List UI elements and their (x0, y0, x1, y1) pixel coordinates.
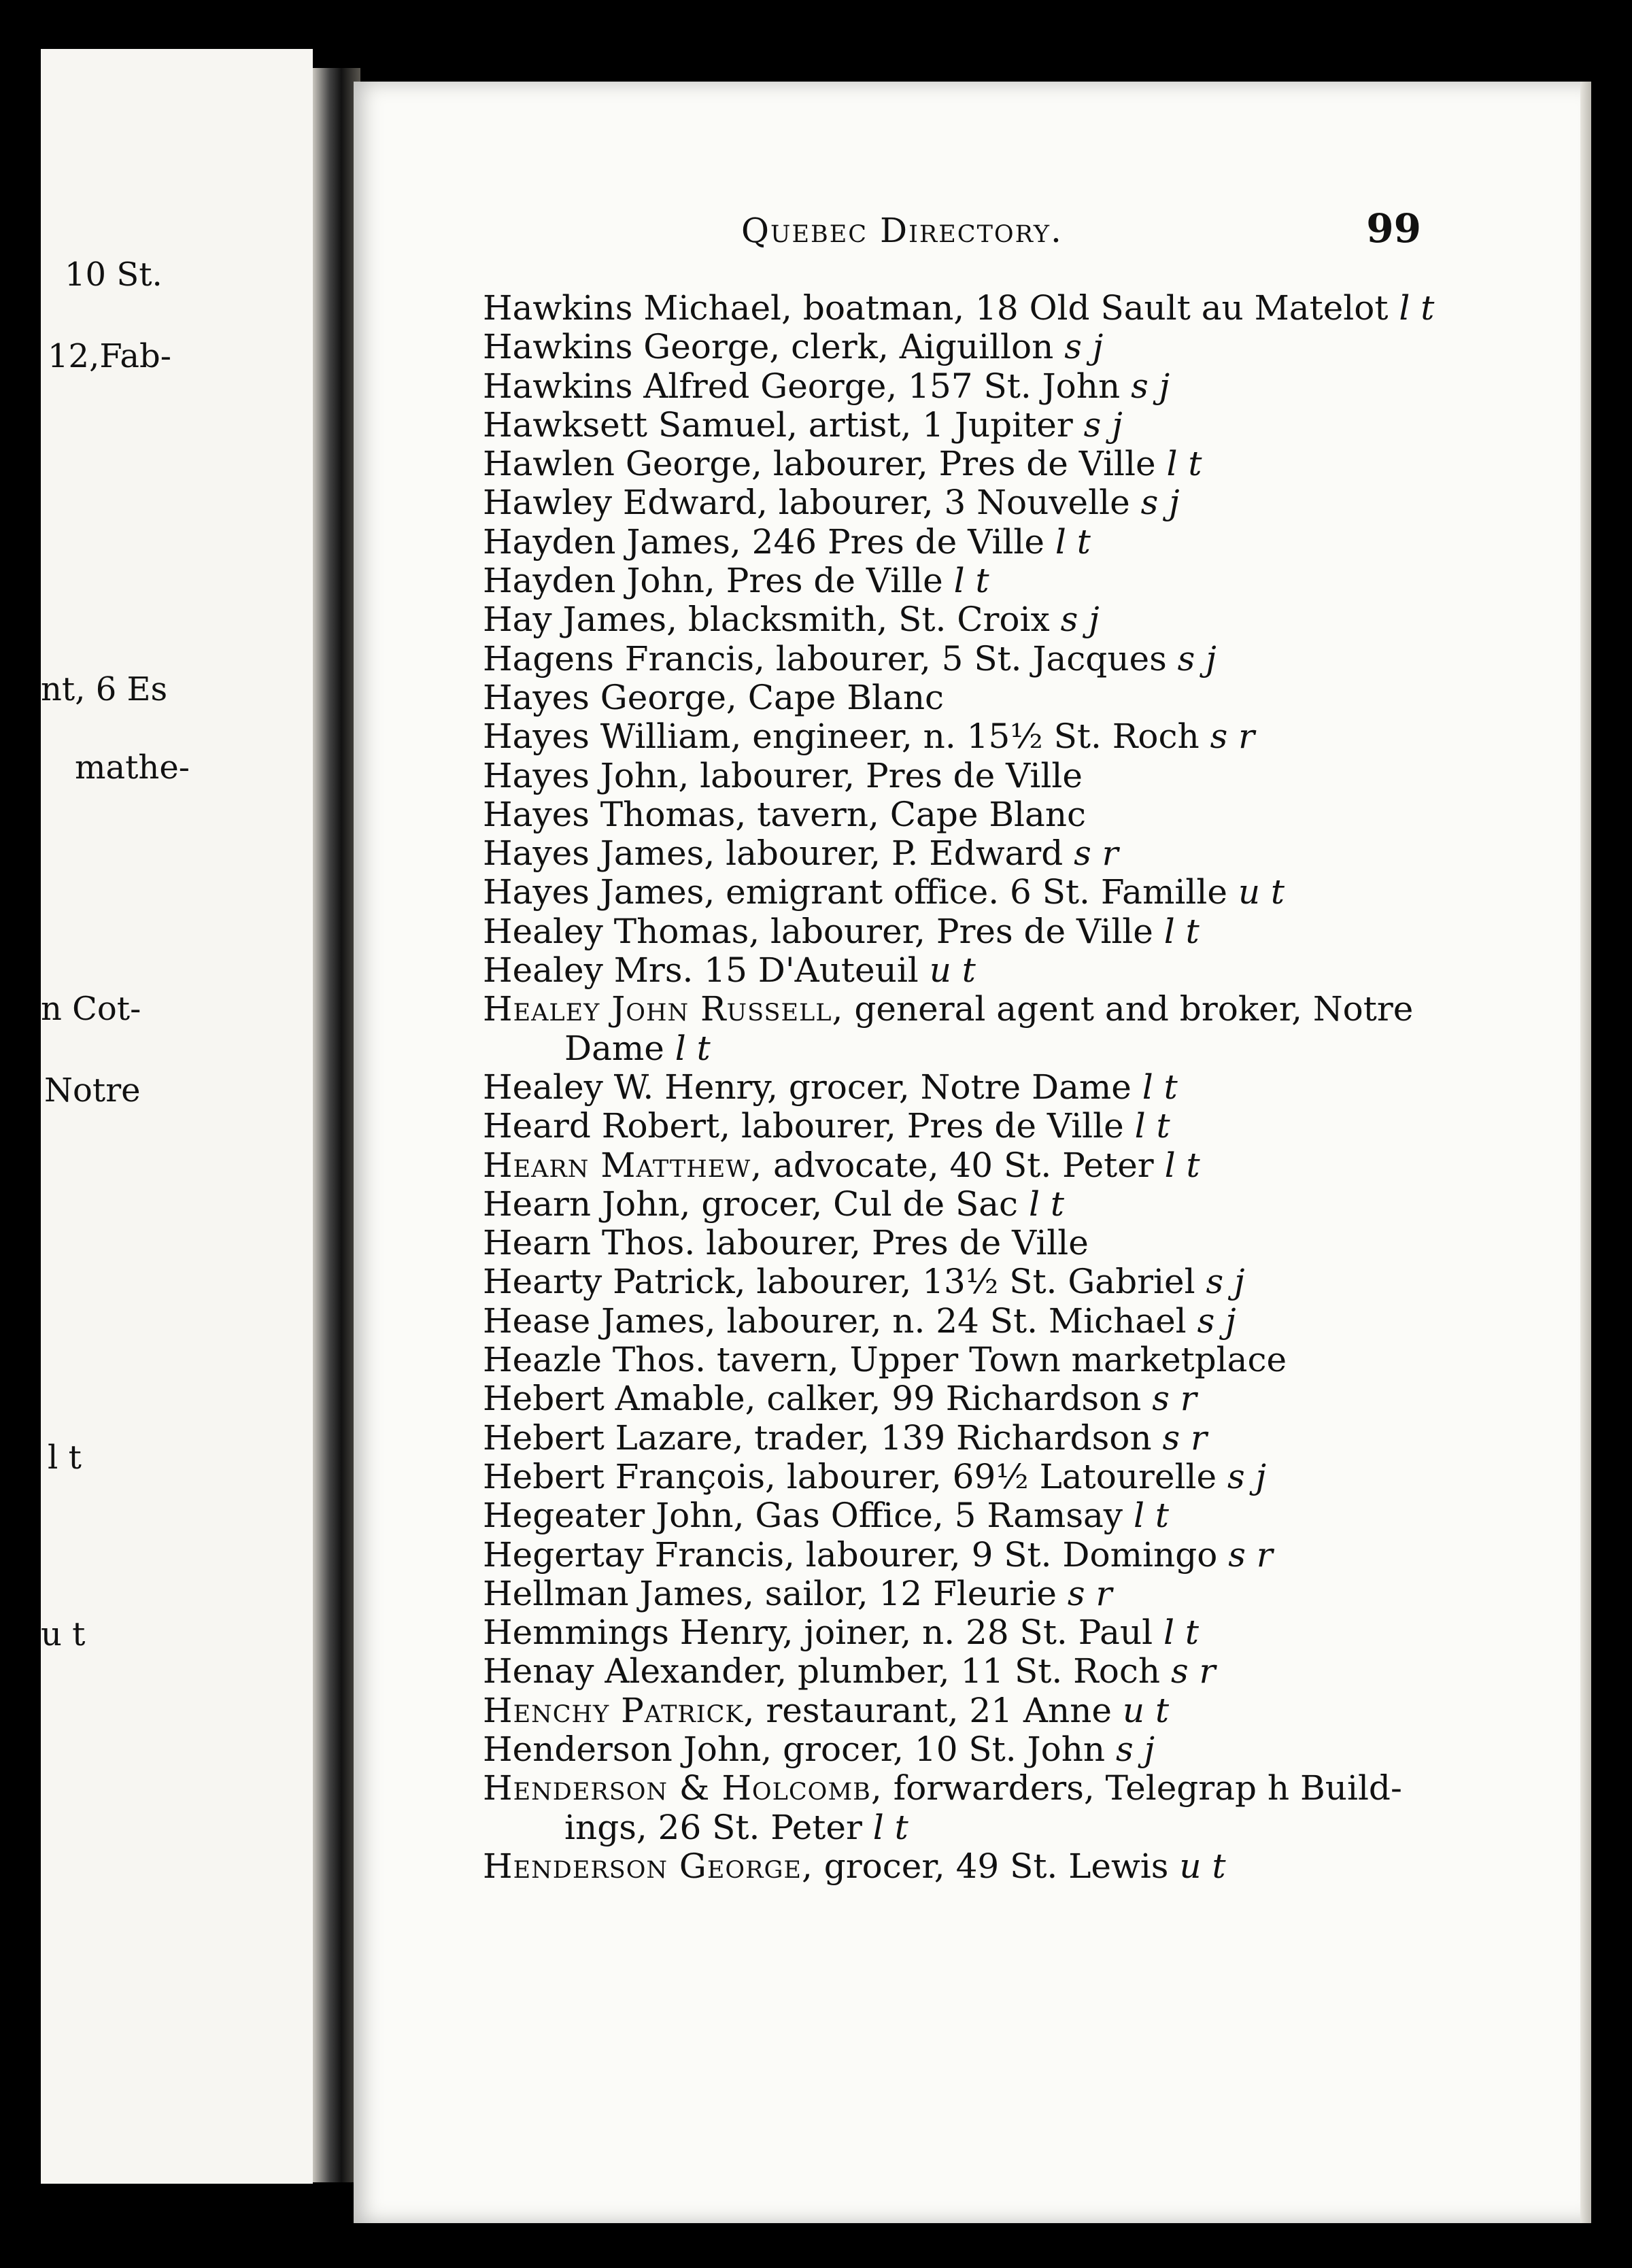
entry-ward-code: s r (1067, 1573, 1112, 1613)
entry-ward-code: s j (1131, 366, 1170, 406)
entry-ward-code: u t (1122, 1690, 1170, 1730)
directory-entry (483, 445, 1448, 483)
entry-details: blacksmith, St. Croix (677, 600, 1061, 640)
running-head (388, 129, 1442, 252)
left-margin-fragment: 12,Fab- (48, 337, 171, 375)
entry-details: labourer, Pres de Ville (760, 911, 1164, 951)
entry-details: grocer, Notre Dame (777, 1067, 1142, 1107)
directory-entry (483, 678, 1448, 717)
directory-entry (483, 1068, 1448, 1107)
entry-details: clerk, Aiguillon (780, 327, 1065, 367)
directory-entry (483, 717, 1448, 756)
entry-name: Hawkins George, (483, 327, 781, 367)
entry-ward-code: s r (1074, 834, 1119, 874)
entry-ward-code: s j (1116, 1729, 1155, 1769)
entry-details: labourer, 69½ Latourelle (775, 1456, 1227, 1496)
directory-entry (483, 1107, 1448, 1146)
entry-name: Hellman James, (483, 1573, 754, 1613)
entry-name: Hearn Thos. (483, 1223, 696, 1263)
entry-details: emigrant office. 6 St. Famille (715, 872, 1238, 912)
entry-name: Hebert François, (483, 1456, 776, 1496)
entry-name: Hayes James, (483, 834, 715, 874)
entry-ward-code: s j (1177, 638, 1217, 678)
entry-continuation (483, 1029, 1448, 1068)
entry-name: Hemmings Henry, (483, 1613, 794, 1653)
directory-entry (483, 1458, 1448, 1496)
entry-name: Hayes John, (483, 755, 690, 795)
entry-name: Heard Robert, (483, 1106, 731, 1146)
entry-ward-code: l t (1163, 1613, 1199, 1653)
entry-details: labourer, 13½ St. Gabriel (745, 1262, 1206, 1302)
entry-details: labourer, n. 24 St. Michael (715, 1301, 1197, 1341)
entry-details: Pres de Ville (715, 561, 954, 601)
directory-entry (483, 1185, 1448, 1224)
entry-ward-code: l t (1163, 911, 1200, 951)
entry-ward-code: l t (1142, 1067, 1178, 1107)
entry-details: 246 Pres de Ville (741, 521, 1055, 562)
directory-entry (483, 1146, 1448, 1185)
entry-ward-code: l t (953, 561, 989, 601)
entry-name: Hawksett Samuel, (483, 405, 798, 445)
directory-entry (483, 600, 1448, 639)
entry-ward-code: l t (1164, 1145, 1200, 1185)
entry-name: Hawley Edward, (483, 483, 768, 523)
directory-entry (483, 1769, 1448, 1808)
directory-entry (483, 951, 1448, 990)
left-margin-fragment: l t (48, 1439, 82, 1477)
running-title: Quebec Directory. (741, 211, 1063, 250)
entry-details: 15 D'Auteuil (693, 950, 930, 991)
entry-ward-code: l t (1166, 444, 1202, 484)
entry-details: tavern, Upper Town marketplace (706, 1340, 1287, 1380)
entry-details: boatman, 18 Old Sault au Matelot (792, 288, 1399, 328)
entry-ward-code: s r (1152, 1379, 1197, 1419)
page-edge (1580, 82, 1591, 2223)
directory-entry (483, 523, 1448, 562)
entry-name: Hebert Lazare, (483, 1418, 744, 1458)
directory-entry (483, 1302, 1448, 1341)
directory-entry (483, 406, 1448, 445)
entry-details: joiner, n. 28 St. Paul (793, 1613, 1163, 1653)
directory-entry (483, 367, 1448, 406)
entry-continuation-text: Dame (564, 1028, 675, 1068)
entry-name: Hayes William, (483, 717, 742, 757)
entry-ward-code: u t (1238, 872, 1285, 912)
directory-entry (483, 834, 1448, 873)
entry-name: Hawlen George, (483, 444, 762, 484)
entry-name: Hegeater John, (483, 1496, 745, 1536)
entry-details: engineer, n. 15½ St. Roch (741, 717, 1210, 757)
entry-name: Healey Mrs. (483, 950, 694, 991)
entry-ward-code: s r (1162, 1418, 1207, 1458)
entry-ward-code: l t (1055, 521, 1091, 562)
directory-entry (483, 757, 1448, 795)
entry-details: labourer, 9 St. Domingo (794, 1534, 1229, 1575)
left-margin-fragment: n Cot- (41, 990, 141, 1028)
entry-details: general agent and broker, Notre (843, 989, 1414, 1029)
entry-name: Henderson John, (483, 1729, 772, 1769)
directory-entry (483, 1536, 1448, 1575)
entry-continuation (483, 1808, 1448, 1847)
entry-name: Hagens Francis, (483, 638, 765, 678)
entry-name: Healey W. Henry, (483, 1067, 778, 1107)
entry-ward-code: u t (929, 950, 976, 991)
entry-details: grocer, 10 St. John (772, 1729, 1116, 1769)
left-margin-fragment: mathe- (75, 749, 190, 787)
directory-entry (483, 289, 1448, 328)
entry-details: labourer, 5 St. Jacques (764, 638, 1178, 678)
entry-ward-code: s j (1197, 1301, 1236, 1341)
entry-name: Healey John Russell, (483, 989, 844, 1029)
entry-details: advocate, 40 St. Peter (762, 1145, 1165, 1185)
entry-details: forwarders, Telegrap h Build- (882, 1768, 1402, 1808)
entry-details: labourer, Pres de Ville (730, 1106, 1135, 1146)
directory-entry (483, 1341, 1448, 1379)
entry-name: Heazle Thos. (483, 1340, 707, 1380)
entry-name: Henay Alexander, (483, 1651, 787, 1691)
entry-details: 157 St. John (897, 366, 1132, 406)
entry-details: grocer, 49 St. Lewis (813, 1846, 1180, 1886)
left-margin-fragment: nt, 6 Es (41, 670, 168, 708)
entry-ward-code: s j (1206, 1262, 1245, 1302)
entry-details: grocer, Cul de Sac (690, 1184, 1029, 1224)
left-margin-fragment: 10 St. (65, 256, 163, 294)
entry-ward-code: l t (675, 1028, 711, 1068)
entry-name: Henderson George, (483, 1846, 813, 1886)
entry-ward-code: l t (872, 1807, 908, 1847)
entry-details: labourer, P. Edward (715, 834, 1074, 874)
entry-name: Hayes George, (483, 677, 737, 717)
directory-entry (483, 562, 1448, 600)
entry-details: labourer, Pres de Ville (689, 755, 1083, 795)
entry-details: Cape Blanc (736, 677, 945, 717)
entry-ward-code: s j (1064, 327, 1104, 367)
entry-name: Healey Thomas, (483, 911, 760, 951)
entry-details: sailor, 12 Fleurie (753, 1573, 1068, 1613)
entry-details: Gas Office, 5 Ramsay (744, 1496, 1134, 1536)
directory-entry (483, 1730, 1448, 1769)
entry-details: calker, 99 Richardson (755, 1379, 1153, 1419)
entry-name: Hegertay Francis, (483, 1534, 795, 1575)
entry-name: Hayden John, (483, 561, 715, 601)
directory-entry (483, 1224, 1448, 1262)
directory-entry (483, 1496, 1448, 1535)
left-margin-fragment: Notre (44, 1071, 141, 1110)
directory-entry (483, 795, 1448, 834)
entry-name: Hayes Thomas, (483, 794, 747, 834)
directory-entry (483, 1613, 1448, 1652)
directory-entry (483, 1575, 1448, 1613)
left-margin-fragment: u t (41, 1615, 86, 1653)
entry-name: Henderson & Holcomb, (483, 1768, 883, 1808)
entry-name: Hayes James, (483, 872, 715, 912)
directory-entries (483, 289, 1448, 1886)
entry-details: trader, 139 Richardson (743, 1418, 1163, 1458)
entry-name: Hayden James, (483, 521, 741, 562)
entry-details: labourer, Pres de Ville (762, 444, 1167, 484)
entry-ward-code: s j (1227, 1456, 1267, 1496)
directory-entry (483, 1419, 1448, 1458)
directory-entry (483, 483, 1448, 522)
entry-name: Henchy Patrick, (483, 1690, 755, 1730)
entry-name: Hay James, (483, 600, 677, 640)
entry-ward-code: s j (1140, 483, 1180, 523)
left-page-margin (41, 49, 313, 2184)
entry-details: tavern, Cape Blanc (746, 794, 1087, 834)
entry-ward-code: s r (1228, 1534, 1273, 1575)
directory-entry (483, 1652, 1448, 1691)
directory-entry (483, 873, 1448, 912)
entry-name: Hawkins Michael, (483, 288, 792, 328)
entry-name: Hease James, (483, 1301, 716, 1341)
entry-ward-code: s j (1083, 405, 1123, 445)
entry-details: restaurant, 21 Anne (755, 1690, 1123, 1730)
entry-ward-code: s r (1210, 717, 1255, 757)
directory-entry (483, 640, 1448, 678)
entry-name: Hebert Amable, (483, 1379, 756, 1419)
entry-name: Hearty Patrick, (483, 1262, 746, 1302)
directory-entry (483, 912, 1448, 951)
entry-ward-code: l t (1028, 1184, 1064, 1224)
entry-ward-code: s j (1060, 600, 1100, 640)
entry-details: labourer, 3 Nouvelle (767, 483, 1141, 523)
entry-continuation-text: ings, 26 St. Peter (564, 1807, 873, 1847)
entry-details: labourer, Pres de Ville (695, 1223, 1089, 1263)
directory-entry (483, 990, 1448, 1029)
entry-ward-code: l t (1399, 288, 1435, 328)
entry-details: artist, 1 Jupiter (798, 405, 1084, 445)
entry-ward-code: l t (1133, 1496, 1169, 1536)
entry-name: Hearn Matthew, (483, 1145, 763, 1185)
entry-name: Hearn John, (483, 1184, 691, 1224)
entry-ward-code: s r (1170, 1651, 1216, 1691)
directory-entry (483, 1691, 1448, 1730)
directory-entry (483, 1379, 1448, 1418)
entry-ward-code: l t (1134, 1106, 1170, 1146)
entry-name: Hawkins Alfred George, (483, 366, 898, 406)
entry-ward-code: u t (1179, 1846, 1226, 1886)
entry-details: plumber, 11 St. Roch (787, 1651, 1171, 1691)
page-number: 99 (1366, 205, 1421, 252)
directory-entry (483, 1262, 1448, 1301)
directory-entry (483, 1847, 1448, 1886)
directory-entry (483, 328, 1448, 366)
